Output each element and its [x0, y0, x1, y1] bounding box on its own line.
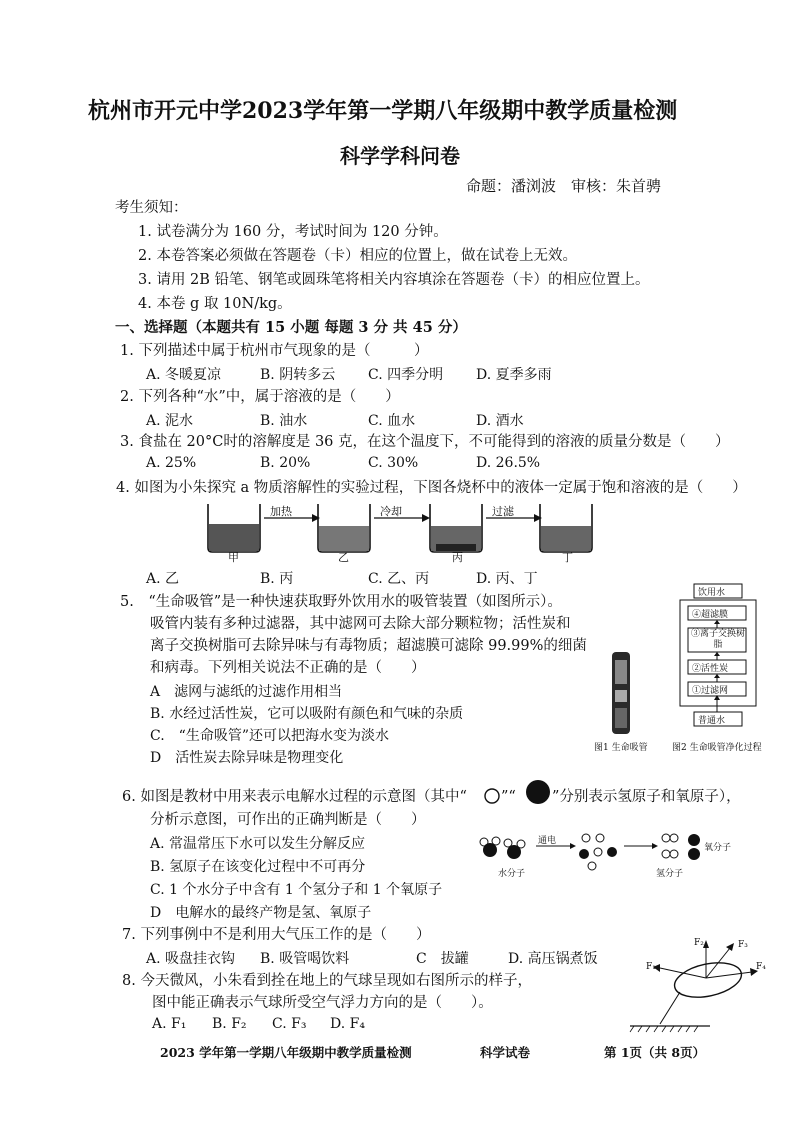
notice-item-1: 1. 试卷满分为 160 分，考试时间为 120 分钟。: [138, 224, 448, 240]
fig1-caption: 图1 生命吸管: [594, 743, 648, 753]
process-step-3: ③离子交换树脂: [690, 629, 745, 650]
footer-exam-name: 2023 学年第一学期八年级期中教学质量检测: [160, 1045, 412, 1060]
water-molecule-label: 水分子: [498, 869, 526, 879]
q3-option-d: D. 26.5%: [476, 455, 541, 471]
q2-option-a: A. 泥水: [146, 413, 194, 429]
q5-line-3: 离子交换树脂可去除异味与有毒物质；超滤膜可滤除 99.99%的细菌: [150, 638, 587, 654]
page-subtitle: 科学学科问卷: [340, 144, 460, 168]
q6-stem-part2: ”“: [501, 789, 516, 805]
q1-option-c: C. 四季分明: [368, 367, 444, 383]
q8-stem-line-2: 图中能正确表示气球所受空气浮力方向的是（ ）。: [152, 995, 493, 1011]
q4-option-a: A. 乙: [146, 571, 180, 587]
beaker-yi: [318, 504, 370, 552]
q7-option-c: C 拔罐: [416, 951, 469, 967]
q6-stem-part4: 分析示意图，可作出的正确判断是（ ）: [150, 812, 426, 828]
q1-option-d: D. 夏季多雨: [476, 367, 552, 383]
q8-option-c: C. F₃: [272, 1016, 307, 1032]
hydrogen-molecule-label: 氢分子: [656, 869, 684, 879]
authors: 命题：潘浏波 审核：朱首骋: [466, 177, 662, 195]
q6-stem-part1: 6. 如图是教材中用来表示电解水过程的示意图（其中“: [122, 789, 467, 805]
q5-option-b: B. 水经过活性炭，它可以吸附有颜色和气味的杂质: [150, 706, 464, 722]
q4-arrow-label-heat: 加热: [270, 505, 292, 518]
q4-option-c: C. 乙、丙: [368, 571, 430, 587]
q8-stem-line-1: 8. 今天微风，小朱看到拴在地上的气球呈现如右图所示的样子，: [122, 973, 532, 989]
q4-stem: 4. 如图为小朱探究 a 物质溶解性的实验过程，下图各烧杯中的液体一定属于饱和溶液的是（ ）: [116, 480, 747, 496]
q5-line-4: 和病毒。下列相关说法不正确的是（ ）: [150, 660, 426, 676]
force-label-f2: F₂: [694, 938, 704, 948]
q5-line-1: 5. “生命吸管”是一种快速获取野外饮用水的吸管装置（如图所示）。: [120, 594, 562, 610]
page-title: 杭州市开元中学2023学年第一学期八年级期中教学质量检测: [88, 98, 678, 124]
q5-option-c: C. “生命吸管”还可以把海水变为淡水: [150, 728, 389, 744]
beaker-ding: [540, 504, 592, 552]
q4-option-b: B. 丙: [260, 571, 294, 587]
q4-option-d: D. 丙、丁: [476, 571, 538, 587]
q1-option-b: B. 阴转多云: [260, 367, 336, 383]
fig2-caption: 图2 生命吸管净化过程: [672, 743, 762, 753]
process-step-4: ④超滤膜: [692, 610, 729, 620]
notice-item-4: 4. 本卷 g 取 10N/kg。: [138, 296, 292, 312]
notice-heading: 考生须知：: [115, 200, 188, 216]
q4-beaker-label-2: 乙: [338, 551, 349, 564]
q3-option-c: C. 30%: [368, 455, 419, 471]
q7-option-a: A. 吸盘挂衣钩: [146, 951, 236, 967]
q1-stem: 1. 下列描述中属于杭州市气现象的是（ ）: [120, 343, 429, 359]
q8-option-a: A. F₁: [152, 1016, 187, 1032]
separated-atoms: [579, 834, 617, 870]
q8-option-b: B. F₂: [212, 1016, 247, 1032]
q6-option-b: B. 氢原子在该变化过程中不可再分: [150, 859, 366, 875]
q4-beaker-label-1: 甲: [228, 551, 239, 564]
q2-option-c: C. 血水: [368, 413, 416, 429]
q4-arrow-label-filter: 过滤: [492, 505, 514, 518]
q2-option-d: D. 酒水: [476, 413, 524, 429]
oxygen-molecule-label: 氧分子: [704, 843, 732, 853]
water-molecules: [480, 837, 525, 859]
q1-option-a: A. 冬暖夏凉: [146, 367, 222, 383]
footer-page-number: 第 1页（共 8页）: [604, 1045, 706, 1060]
q2-option-b: B. 油水: [260, 413, 308, 429]
section-heading: 一、选择题（本题共有 15 小题 每题 3 分 共 45 分）: [115, 319, 467, 336]
force-label-f4: F₄: [756, 962, 766, 972]
notice-item-2: 2. 本卷答案必须做在答题卷（卡）相应的位置上，做在试卷上无效。: [138, 248, 577, 264]
q5-option-d: D 活性炭去除异味是物理变化: [150, 750, 344, 766]
oxygen-atom-icon: [524, 779, 552, 805]
process-step-2: ②活性炭: [692, 664, 729, 674]
process-step-1: ①过滤网: [692, 686, 729, 696]
force-label-f1: F₁: [646, 962, 656, 972]
force-f3-arrow: [706, 943, 734, 978]
beaker-bing: [430, 504, 482, 552]
q3-option-a: A. 25%: [146, 455, 197, 471]
process-top-label: 饮用水: [698, 588, 726, 598]
beaker-jia: [208, 504, 260, 552]
q2-stem: 2. 下列各种“水”中，属于溶液的是（ ）: [120, 389, 400, 405]
force-label-f3: F₃: [738, 940, 748, 950]
q6-option-a: A. 常温常压下水可以发生分解反应: [150, 836, 366, 852]
q3-stem: 3. 食盐在 20°C时的溶解度是 36 克，在这个温度下，不可能得到的溶液的质量分数是（ ）: [120, 434, 730, 450]
q7-option-d: D. 高压锅煮饭: [508, 951, 598, 967]
force-f4-arrow: [706, 968, 758, 978]
q6-option-c: C. 1 个水分子中含有 1 个氢分子和 1 个氧原子: [150, 882, 443, 898]
q4-arrow-label-cool: 冷却: [380, 505, 402, 518]
q4-beaker-label-3: 丙: [452, 551, 463, 564]
q4-beaker-label-4: 丁: [562, 551, 573, 564]
hydrogen-atom-icon: [483, 787, 501, 805]
process-bottom-label: 普通水: [698, 716, 726, 726]
electrolysis-label: 通电: [538, 836, 557, 846]
hydrogen-molecules: [662, 834, 678, 858]
oxygen-molecule: [688, 834, 700, 860]
life-straw-photo: [606, 650, 636, 736]
q5-option-a: A 滤网与滤纸的过滤作用相当: [150, 684, 343, 700]
arrow-recombine: [624, 843, 658, 849]
straw-process-diagram: [672, 582, 762, 732]
q7-stem: 7. 下列事例中不是利用大气压工作的是（ ）: [122, 927, 431, 943]
q6-stem-part3: ”分别表示氢原子和氧原子），: [552, 789, 741, 805]
q7-option-b: B. 吸管喝饮料: [260, 951, 350, 967]
notice-item-3: 3. 请用 2B 铅笔、钢笔或圆珠笔将相关内容填涂在答题卷（卡）的相应位置上。: [138, 272, 650, 288]
q6-option-d: D 电解水的最终产物是氢、氧原子: [150, 905, 372, 921]
q5-line-2: 吸管内装有多种过滤器，其中滤网可去除大部分颗粒物；活性炭和: [150, 616, 571, 632]
footer-subject: 科学试卷: [480, 1045, 531, 1060]
q3-option-b: B. 20%: [260, 455, 311, 471]
q8-option-d: D. F₄: [330, 1016, 365, 1032]
